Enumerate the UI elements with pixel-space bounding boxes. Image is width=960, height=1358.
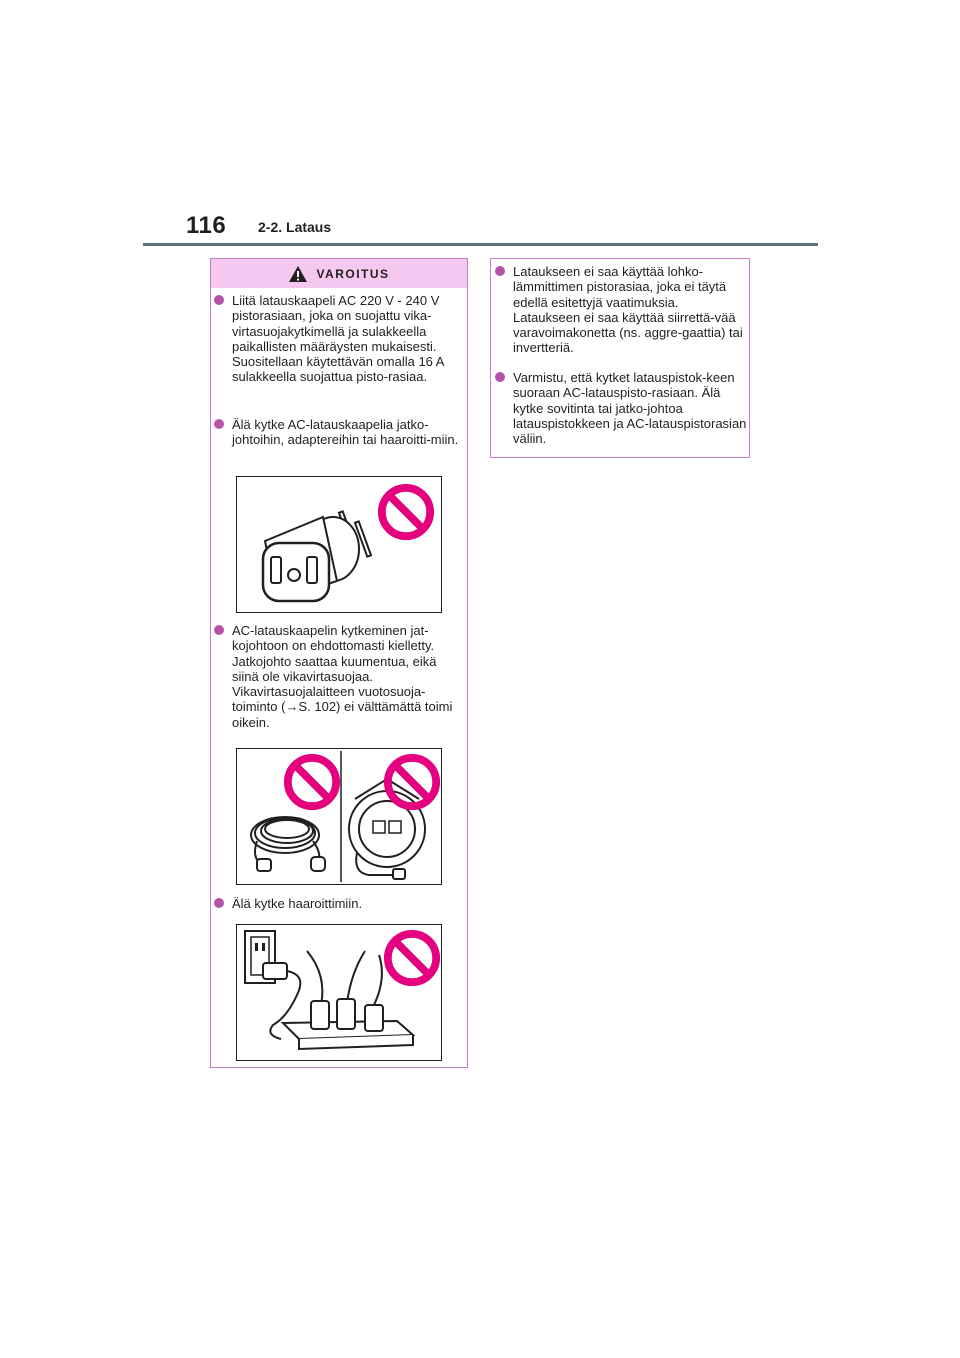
prohibition-icon: [377, 483, 435, 541]
warning-item-text: Älä kytke haaroittimiin.: [232, 896, 363, 911]
warning-title: VAROITUS: [316, 266, 390, 281]
info-item-text: Lataukseen ei saa käyttää lohko-lämmittimen pistorasiaa, joka ei täytä edellä esitettyjä vaatimuksia. Lataukseen ei saa käyttää siirrettä-vää varavoimakonetta (ns. aggre-gaattia) tai invertteriä.: [513, 264, 743, 356]
page-number: 116: [186, 212, 227, 239]
warning-header: [211, 259, 467, 288]
adapter-figure: [236, 476, 442, 613]
info-item: [495, 264, 747, 356]
warning-item: [214, 417, 466, 448]
warning-item-text: Liitä latauskaapeli AC 220 V - 240 V pistorasiaan, joka on suojattu vika-virtasuojakytkimellä ja sulakkeella paikallisten määräysten mukaisesti. Suositellaan käytettävän omalla 16 A sulakkeella suojattua pisto-rasiaa.: [232, 293, 444, 385]
bullet-icon: [214, 295, 224, 305]
prohibition-icon: [383, 929, 441, 987]
prohibition-icon: [383, 753, 441, 811]
bullet-icon: [214, 419, 224, 429]
warning-item: [214, 293, 466, 385]
warning-item: [214, 623, 466, 730]
power-strip-figure: [236, 924, 442, 1061]
warning-triangle-icon: [288, 265, 308, 283]
bullet-icon: [214, 898, 224, 908]
bullet-icon: [214, 625, 224, 635]
warning-item-text: AC-latauskaapelin kytkeminen jat-kojohtoon on ehdottomasti kielletty. Jatkojohto saattaa kuumentua, eikä siinä ole vikavirtasuojaa. Vikavirtasuojalaitteen vuotosuoja-toiminto (→S. 102) ei välttämättä toimi oikein.: [232, 623, 453, 730]
info-item: [495, 370, 747, 446]
header-rule: [143, 243, 818, 246]
section-title: 2-2. Lataus: [258, 219, 332, 235]
info-item-text: Varmistu, että kytket latauspistok-keen suoraan AC-latauspisto-rasiaan. Älä kytke sovitinta tai jatko-johtoa latauspistokkeen ja AC-latauspistorasian väliin.: [513, 370, 747, 447]
bullet-icon: [495, 372, 505, 382]
prohibition-icon: [283, 753, 341, 811]
extension-cord-figure: [236, 748, 442, 885]
warning-item: [214, 896, 466, 911]
bullet-icon: [495, 266, 505, 276]
warning-item-text: Älä kytke AC-latauskaapelia jatko-johtoihin, adaptereihin tai haaroitti-miin.: [232, 417, 459, 448]
